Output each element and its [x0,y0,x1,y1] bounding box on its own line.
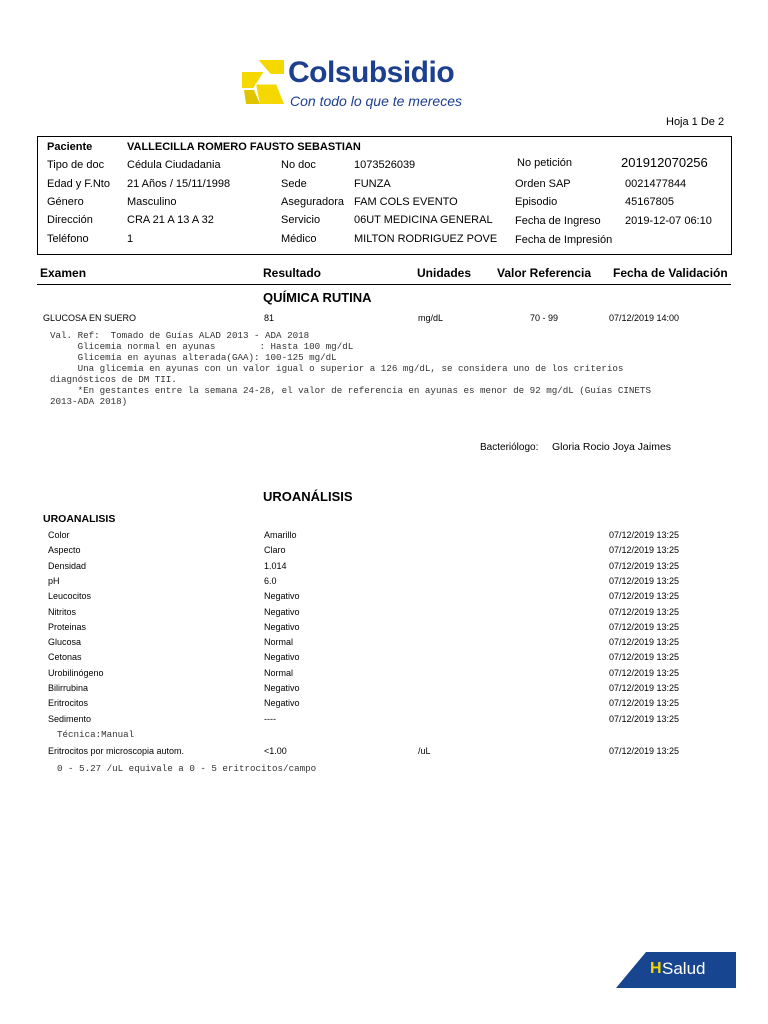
row-examen: Cetonas [48,652,82,663]
row-fecha: 07/12/2019 13:25 [609,746,680,756]
bacteriologo-label: Bacteriólogo: [480,442,539,453]
row-unidades: /uL [418,746,431,756]
field-label-aseguradora: Aseguradora [281,196,344,208]
row-resultado: ---- [264,713,276,724]
row-fecha: 07/12/2019 13:25 [609,667,680,678]
patient-info-box [37,136,732,255]
note-line: 2013-ADA 2018) [50,396,128,407]
row-examen: Eritrocitos por microscopia autom. [48,746,185,756]
patient-name: VALLECILLA ROMERO FAUSTO SEBASTIAN [127,141,361,153]
colsubsidio-emblem-icon [240,58,288,108]
note-line: diagnósticos de DM TII. [50,374,177,385]
row-fecha: 07/12/2019 13:25 [609,683,680,693]
row-examen: Glucosa [48,637,82,648]
results-table-header [37,264,731,285]
row-fecha: 07/12/2019 13:25 [609,545,680,556]
row-examen: Aspecto [48,545,81,556]
field-label-direccion: Dirección [47,214,93,226]
row-referencia: 70 - 99 [530,313,559,323]
row-resultado: Negativo [264,591,300,602]
field-value-edad: 21 Años / 15/11/1998 [127,178,231,190]
paciente-label: Paciente [47,141,93,153]
field-value-aseguradora: FAM COLS EVENTO [354,196,458,208]
note-line: *En gestantes entre la semana 24-28, el valor de referencia en ayunas es menor de 92 mg/dL (Guías CINETS [50,385,651,396]
row-examen: Eritrocitos [48,698,89,709]
field-value-telefono: 1 [127,233,134,245]
page-indicator: Hoja 1 De 2 [666,116,725,128]
row-fecha: 07/12/2019 13:25 [609,560,680,571]
colsubsidio-logo [240,56,510,114]
salud-h-icon: H [650,960,662,977]
row-resultado: Negativo [264,652,300,663]
field-value-servicio: 06UT MEDICINA GENERAL [354,214,493,226]
field-label-medico: Médico [281,233,317,245]
bacteriologo-name: Gloria Rocio Joya Jaimes [552,441,672,453]
row-fecha: 07/12/2019 13:25 [609,637,680,648]
row-resultado: 1.014 [264,560,287,571]
row-examen: Densidad [48,560,87,571]
note-line: Glicemia en ayunas alterada(GAA): 100-125 mg/dL [50,352,337,363]
field-label-edad: Edad y F.Nto [47,178,110,190]
field-value-sede: FUNZA [354,178,391,190]
field-label-no-peticion: No petición [517,157,573,169]
note-line: Val. Ref: Tomado de Guías ALAD 2013 - ADA 2018 [50,330,310,341]
row-fecha: 07/12/2019 13:25 [609,606,680,617]
field-label-genero: Género [47,196,84,208]
field-value-medico: MILTON RODRIGUEZ POVE [354,233,498,245]
note-line: Glicemia normal en ayunas : Hasta 100 mg/dL [50,341,354,352]
col-header-valor-referencia: Valor Referencia [497,266,592,280]
note-line: Una glicemia en ayunas con un valor igual o superior a 126 mg/dL, se considera uno de los criterios [50,363,624,374]
row-fecha: 07/12/2019 13:25 [609,698,680,709]
row-resultado: Negativo [264,698,300,709]
section-title-uroanalisis: UROANÁLISIS [263,489,353,504]
field-label-no-doc: No doc [281,159,316,171]
salud-badge [616,952,736,988]
row-examen: Leucocitos [48,591,92,602]
field-value-tipo-doc: Cédula Ciudadania [127,159,221,171]
row-fecha: 07/12/2019 13:25 [609,575,680,586]
field-label-episodio: Episodio [515,196,558,208]
section-title-quimica: QUÍMICA RUTINA [263,290,372,305]
row-resultado: Negativo [264,683,300,693]
field-label-orden-sap: Orden SAP [515,178,571,190]
field-label-tipo-doc: Tipo de doc [47,159,105,171]
row-resultado: Negativo [264,621,300,632]
row-resultado: Claro [264,545,286,556]
row-examen: Color [48,530,70,540]
brand-name: Colsubsidio [288,56,455,89]
field-label-fecha-impresion: Fecha de Impresión [515,234,613,246]
micro-note: 0 - 5.27 /uL equivale a 0 - 5 eritrocitos/campo [57,763,317,774]
col-header-fecha-validacion: Fecha de Validación [613,266,728,280]
row-fecha: 07/12/2019 13:25 [609,591,680,602]
row-examen: Sedimento [48,713,92,724]
row-unidades: mg/dL [418,313,444,323]
field-value-direccion: CRA 21 A 13 A 32 [127,214,214,226]
field-value-no-doc: 1073526039 [354,159,416,171]
subsection-title-uroanalisis: UROANALISIS [43,513,116,525]
tecnica-note: Técnica:Manual [57,729,135,740]
row-examen: Nitritos [48,606,77,617]
row-fecha: 07/12/2019 13:25 [609,713,680,724]
row-resultado: 81 [264,313,275,323]
row-resultado: Negativo [264,606,300,617]
row-examen: pH [48,575,60,586]
salud-badge-text: Salud [662,959,706,978]
row-resultado: Amarillo [264,530,297,540]
row-examen: Proteinas [48,621,87,632]
field-label-servicio: Servicio [281,214,321,226]
row-examen: Urobilinógeno [48,667,104,678]
col-header-examen: Examen [40,266,87,280]
field-value-orden-sap: 0021477844 [625,178,687,190]
row-examen: Bilirrubina [48,683,89,693]
field-value-fecha-ingreso: 2019-12-07 06:10 [625,215,712,227]
field-label-sede: Sede [281,178,307,190]
row-fecha: 07/12/2019 13:25 [609,530,680,540]
field-label-fecha-ingreso: Fecha de Ingreso [515,215,601,227]
field-value-episodio: 45167805 [625,196,674,208]
field-label-telefono: Teléfono [47,233,89,245]
row-resultado: <1.00 [264,746,287,756]
field-value-genero: Masculino [127,196,177,208]
row-fecha: 07/12/2019 13:25 [609,621,680,632]
brand-tagline: Con todo lo que te mereces [290,93,462,109]
row-resultado: Normal [264,637,294,648]
field-value-no-peticion: 201912070256 [621,155,708,170]
row-fecha: 07/12/2019 14:00 [609,313,680,323]
row-fecha: 07/12/2019 13:25 [609,652,680,663]
reference-notes [50,330,651,407]
col-header-resultado: Resultado [263,266,322,280]
row-resultado: Normal [264,667,294,678]
row-examen: GLUCOSA EN SUERO [43,313,137,323]
row-resultado: 6.0 [264,575,277,586]
col-header-unidades: Unidades [417,266,472,280]
